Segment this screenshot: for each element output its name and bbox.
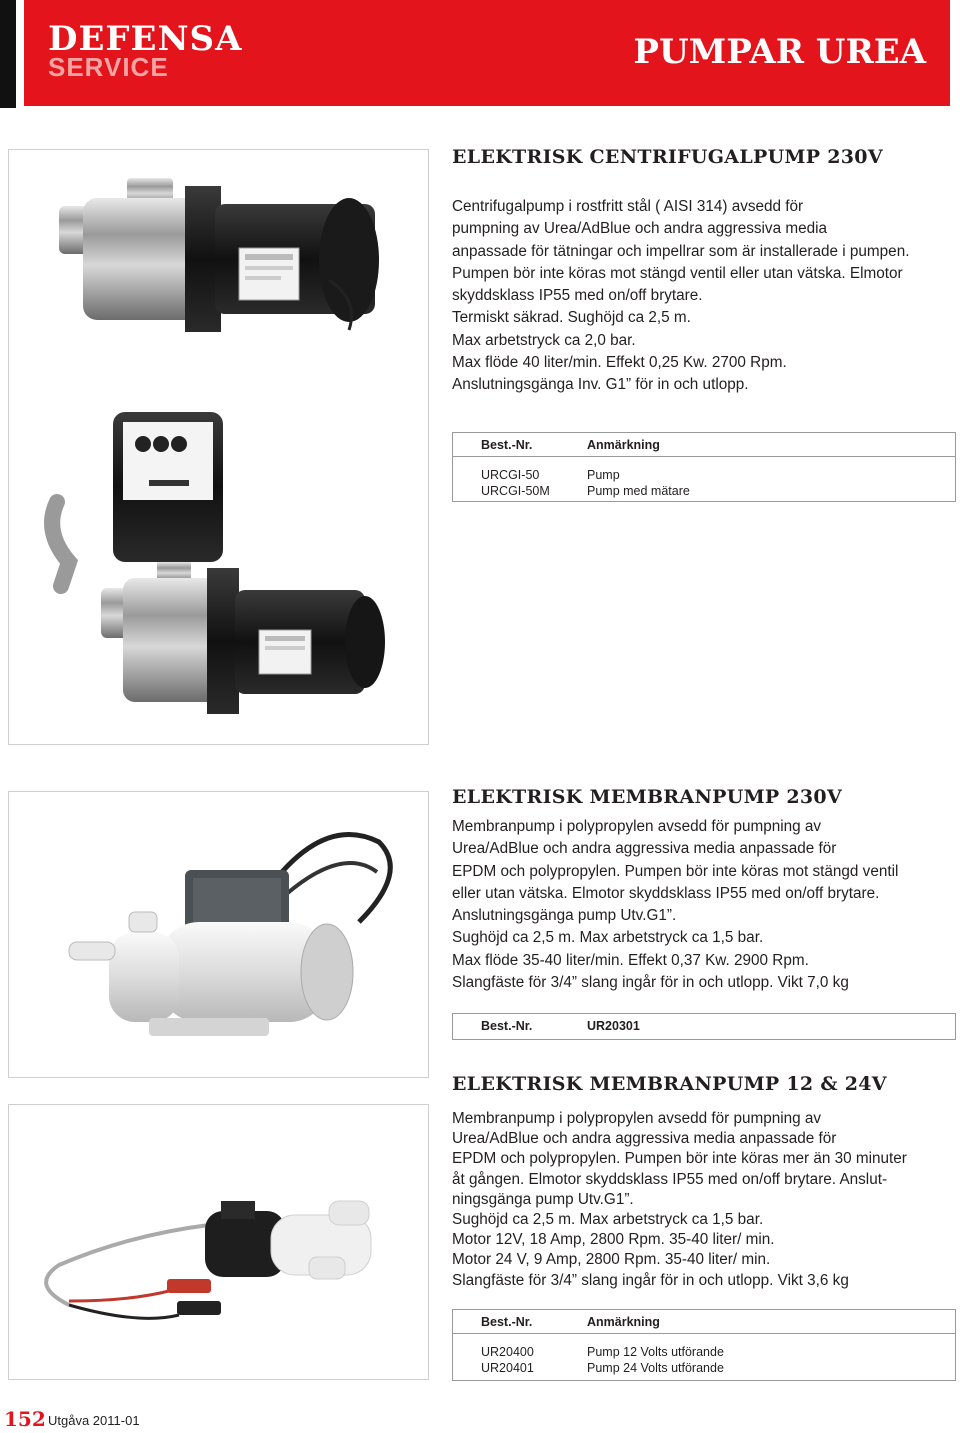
centrifugal-pump-photo [8, 149, 429, 745]
table-header [453, 1310, 955, 1334]
cell-anmarkning: Pump med mätare [587, 484, 690, 498]
description-line: Anslutningsgänga pump Utv.G1”. [452, 907, 677, 925]
description-line: Slangfäste för 3/4” slang ingår för in och utlopp. Vikt 3,6 kg [452, 1271, 849, 1289]
page-header [0, 0, 960, 108]
cell-anmarkning: Pump 24 Volts utförande [587, 1361, 724, 1375]
order-table-membrane-230v [452, 1013, 956, 1040]
product-title-centrifugal: ELEKTRISK CENTRIFUGALPUMP 230V [452, 146, 883, 168]
column-best-nr: Best.-Nr. [481, 1315, 533, 1329]
membrane-pump-12-24v-photo [8, 1104, 429, 1380]
cell-best-nr: URCGI-50 [481, 468, 540, 482]
description-line: eller utan vätska. Elmotor skyddsklass IP55 med on/off brytare. [452, 884, 880, 902]
description-line: Sughöjd ca 2,5 m. Max arbetstryck ca 1,5 bar. [452, 929, 764, 947]
edition-label: Utgåva 2011-01 [48, 1413, 140, 1428]
order-number: UR20301 [587, 1019, 640, 1033]
table-row [453, 467, 955, 483]
header-side-bar [0, 0, 16, 108]
table-header [453, 433, 955, 457]
page-number: 152 [4, 1407, 46, 1431]
description-line: anpassade för tätningar och impellrar som är installerade i pumpen. [452, 242, 910, 260]
page-footer [0, 1406, 300, 1433]
description-line: Membranpump i polypropylen avsedd för pumpning av [452, 818, 822, 835]
cell-best-nr: UR20401 [481, 1361, 534, 1375]
description-line: EPDM och polypropylen. Pumpen bör inte köras mer än 30 minuter [452, 1150, 907, 1168]
table-row [453, 483, 955, 499]
table-row [453, 1344, 955, 1360]
product-title-membrane-230v: ELEKTRISK MEMBRANPUMP 230V [452, 786, 842, 808]
product-title-membrane-12-24v: ELEKTRISK MEMBRANPUMP 12 & 24V [452, 1073, 887, 1095]
description-line: Sughöjd ca 2,5 m. Max arbetstryck ca 1,5 bar. [452, 1211, 764, 1229]
table-row [453, 1360, 955, 1376]
cell-anmarkning: Pump 12 Volts utförande [587, 1345, 724, 1359]
description-line: Urea/AdBlue och andra aggressiva media anpassade för [452, 840, 837, 858]
column-best-nr: Best.-Nr. [481, 438, 533, 452]
description-line: Motor 24 V, 9 Amp, 2800 Rpm. 35-40 liter/ min. [452, 1251, 771, 1269]
description-line: EPDM och polypropylen. Pumpen bör inte köras mot stängd ventil [452, 862, 899, 880]
logo-defensa: DEFENSA [48, 19, 243, 59]
description-line: Max flöde 40 liter/min. Effekt 0,25 Kw. 2700 Rpm. [452, 354, 787, 372]
membrane-pump-230v-photo [8, 791, 429, 1078]
cell-best-nr: UR20400 [481, 1345, 534, 1359]
description-line: Termiskt säkrad. Sughöjd ca 2,5 m. [452, 309, 691, 327]
description-line: Centrifugalpump i rostfritt stål ( AISI 314) avsedd för [452, 198, 804, 215]
product-description-centrifugal [452, 196, 909, 397]
description-line: Anslutningsgänga Inv. G1” för in och utlopp. [452, 376, 749, 394]
membrane-pump-230v-illustration [9, 792, 429, 1078]
description-line: Slangfäste för 3/4” slang ingår för in och utlopp. Vikt 7,0 kg [452, 974, 849, 992]
column-anmarkning: Anmärkning [587, 1315, 660, 1329]
description-line: skyddsklass IP55 med on/off brytare. [452, 287, 703, 305]
description-line: Urea/AdBlue och andra aggressiva media anpassade för [452, 1130, 837, 1148]
column-anmarkning: Anmärkning [587, 438, 660, 452]
product-description-membrane-230v [452, 816, 898, 994]
logo-service: SERVICE [48, 52, 169, 82]
column-best-nr: Best.-Nr. [481, 1019, 533, 1033]
description-line: Pumpen bör inte köras mot stängd ventil eller utan vätska. Elmotor [452, 264, 903, 282]
centrifugal-pump-illustration [9, 150, 429, 745]
membrane-pump-12-24v-illustration [9, 1105, 429, 1380]
description-line: Max flöde 35-40 liter/min. Effekt 0,37 Kw. 2900 Rpm. [452, 951, 809, 969]
cell-best-nr: URCGI-50M [481, 484, 550, 498]
table-header [453, 1014, 955, 1038]
description-line: Motor 12V, 18 Amp, 2800 Rpm. 35-40 liter/ min. [452, 1231, 775, 1249]
description-line: pumpning av Urea/AdBlue och andra aggressiva media [452, 220, 827, 238]
order-table-centrifugal [452, 432, 956, 502]
product-description-membrane-12-24v [452, 1109, 907, 1291]
description-line: ningsgänga pump Utv.G1”. [452, 1190, 634, 1208]
description-line: åt gången. Elmotor skyddsklass IP55 med on/off brytare. Anslut- [452, 1170, 888, 1188]
description-line: Max arbetstryck ca 2,0 bar. [452, 331, 636, 349]
page-title: PUMPAR UREA [633, 32, 926, 72]
order-table-membrane-12-24v [452, 1309, 956, 1381]
cell-anmarkning: Pump [587, 468, 620, 482]
description-line: Membranpump i polypropylen avsedd för pumpning av [452, 1110, 822, 1127]
